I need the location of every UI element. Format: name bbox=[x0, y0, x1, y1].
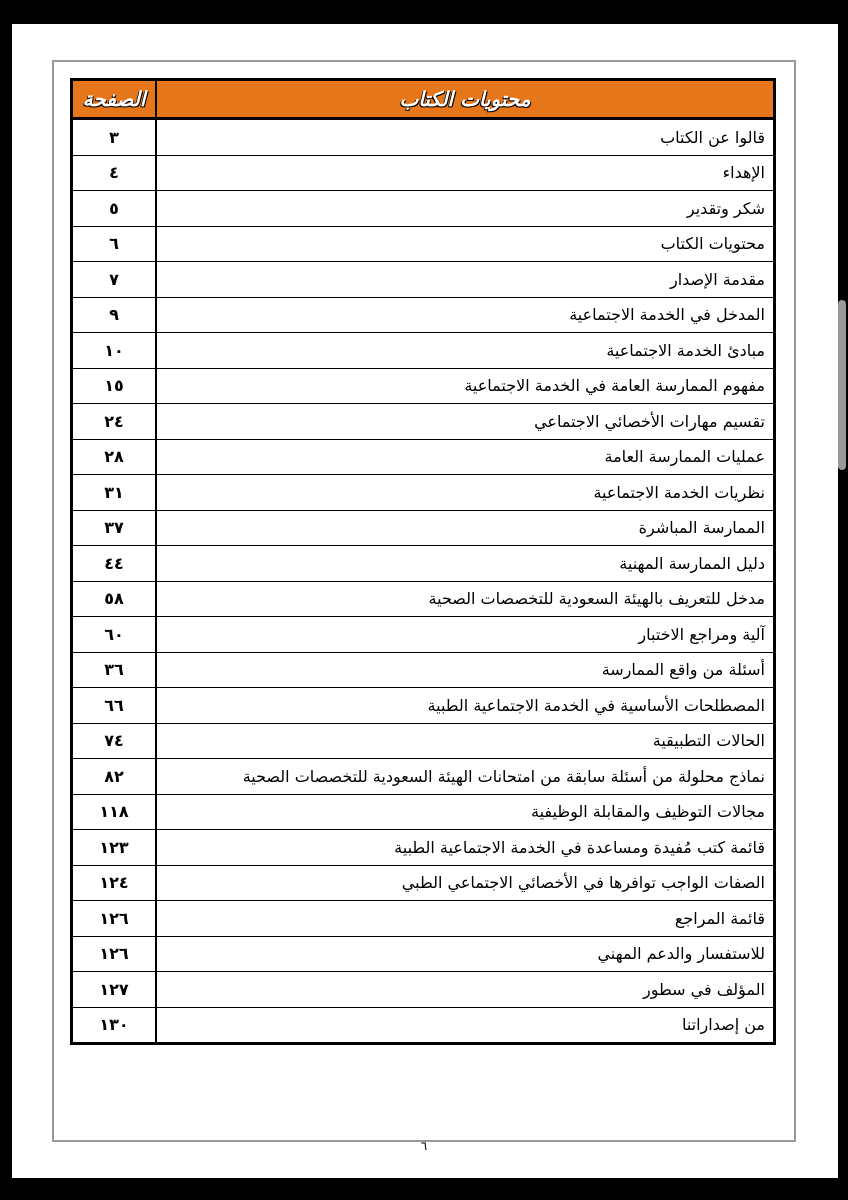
entry-page: ٥٨ bbox=[72, 581, 157, 617]
entry-title: المصطلحات الأساسية في الخدمة الاجتماعية الطبية bbox=[156, 688, 775, 724]
entry-page: ٧ bbox=[72, 262, 157, 298]
table-row bbox=[72, 723, 775, 759]
table-row bbox=[72, 972, 775, 1008]
table-row bbox=[72, 368, 775, 404]
table-row bbox=[72, 155, 775, 191]
scrollbar[interactable] bbox=[838, 300, 846, 470]
entry-page: ٤٤ bbox=[72, 546, 157, 582]
entry-title: مفهوم الممارسة العامة في الخدمة الاجتماعية bbox=[156, 368, 775, 404]
entry-title: عمليات الممارسة العامة bbox=[156, 439, 775, 475]
entry-title: أسئلة من واقع الممارسة bbox=[156, 652, 775, 688]
entry-title: محتويات الكتاب bbox=[156, 226, 775, 262]
entry-title: مدخل للتعريف بالهيئة السعودية للتخصصات الصحية bbox=[156, 581, 775, 617]
table-row bbox=[72, 546, 775, 582]
entry-page: ١٥ bbox=[72, 368, 157, 404]
entry-page: ١٣٠ bbox=[72, 1007, 157, 1044]
entry-page: ٣٦ bbox=[72, 652, 157, 688]
table-row bbox=[72, 759, 775, 795]
entry-title: قالوا عن الكتاب bbox=[156, 119, 775, 156]
entry-title: مجالات التوظيف والمقابلة الوظيفية bbox=[156, 794, 775, 830]
table-row bbox=[72, 297, 775, 333]
entry-title: الممارسة المباشرة bbox=[156, 510, 775, 546]
entry-page: ٧٤ bbox=[72, 723, 157, 759]
entry-page: ٢٨ bbox=[72, 439, 157, 475]
table-row bbox=[72, 191, 775, 227]
table-row bbox=[72, 688, 775, 724]
entry-title: المدخل في الخدمة الاجتماعية bbox=[156, 297, 775, 333]
entry-title: شكر وتقدير bbox=[156, 191, 775, 227]
entry-page: ٥ bbox=[72, 191, 157, 227]
entry-title: دليل الممارسة المهنية bbox=[156, 546, 775, 582]
table-row bbox=[72, 652, 775, 688]
entry-page: ٦٠ bbox=[72, 617, 157, 653]
table-row bbox=[72, 865, 775, 901]
entry-title: نظريات الخدمة الاجتماعية bbox=[156, 475, 775, 511]
table-row bbox=[72, 439, 775, 475]
entry-title: الصفات الواجب توافرها في الأخصائي الاجتماعي الطبي bbox=[156, 865, 775, 901]
entry-page: ٣١ bbox=[72, 475, 157, 511]
table-row bbox=[72, 1007, 775, 1044]
entry-page: ٢٤ bbox=[72, 404, 157, 440]
table-row bbox=[72, 404, 775, 440]
entry-page: ١١٨ bbox=[72, 794, 157, 830]
table-row bbox=[72, 333, 775, 369]
entry-title: للاستفسار والدعم المهني bbox=[156, 936, 775, 972]
entry-page: ١٢٣ bbox=[72, 830, 157, 866]
table-of-contents bbox=[70, 78, 776, 1045]
table-row bbox=[72, 617, 775, 653]
entry-title: مقدمة الإصدار bbox=[156, 262, 775, 298]
entry-page: ٣٧ bbox=[72, 510, 157, 546]
entry-page: ٩ bbox=[72, 297, 157, 333]
entry-page: ١٠ bbox=[72, 333, 157, 369]
entry-page: ٦٦ bbox=[72, 688, 157, 724]
table-row bbox=[72, 510, 775, 546]
entry-page: ٦ bbox=[72, 226, 157, 262]
table-row bbox=[72, 119, 775, 156]
entry-page: ٣ bbox=[72, 119, 157, 156]
entry-page: ١٢٤ bbox=[72, 865, 157, 901]
table-row bbox=[72, 581, 775, 617]
entry-title: الإهداء bbox=[156, 155, 775, 191]
table-row bbox=[72, 475, 775, 511]
entry-title: مبادئ الخدمة الاجتماعية bbox=[156, 333, 775, 369]
entry-title: تقسيم مهارات الأخصائي الاجتماعي bbox=[156, 404, 775, 440]
table-row bbox=[72, 830, 775, 866]
table-row bbox=[72, 262, 775, 298]
entry-title: نماذج محلولة من أسئلة سابقة من امتحانات الهيئة السعودية للتخصصات الصحية bbox=[156, 759, 775, 795]
entry-title: قائمة كتب مُفيدة ومساعدة في الخدمة الاجتماعية الطبية bbox=[156, 830, 775, 866]
entry-page: ١٢٧ bbox=[72, 972, 157, 1008]
table-row bbox=[72, 901, 775, 937]
entry-page: ٨٢ bbox=[72, 759, 157, 795]
entry-page: ١٢٦ bbox=[72, 901, 157, 937]
entry-title: من إصداراتنا bbox=[156, 1007, 775, 1044]
header-page: الصفحة bbox=[72, 80, 157, 119]
page-number: ٦ bbox=[420, 1139, 428, 1153]
entry-page: ١٢٦ bbox=[72, 936, 157, 972]
table-header-row bbox=[72, 80, 775, 119]
table-row bbox=[72, 794, 775, 830]
entry-title: المؤلف في سطور bbox=[156, 972, 775, 1008]
entry-title: الحالات التطبيقية bbox=[156, 723, 775, 759]
table-row bbox=[72, 226, 775, 262]
entry-page: ٤ bbox=[72, 155, 157, 191]
entry-title: آلية ومراجع الاختبار bbox=[156, 617, 775, 653]
entry-title: قائمة المراجع bbox=[156, 901, 775, 937]
header-title: محتويات الكتاب bbox=[156, 80, 775, 119]
table-row bbox=[72, 936, 775, 972]
